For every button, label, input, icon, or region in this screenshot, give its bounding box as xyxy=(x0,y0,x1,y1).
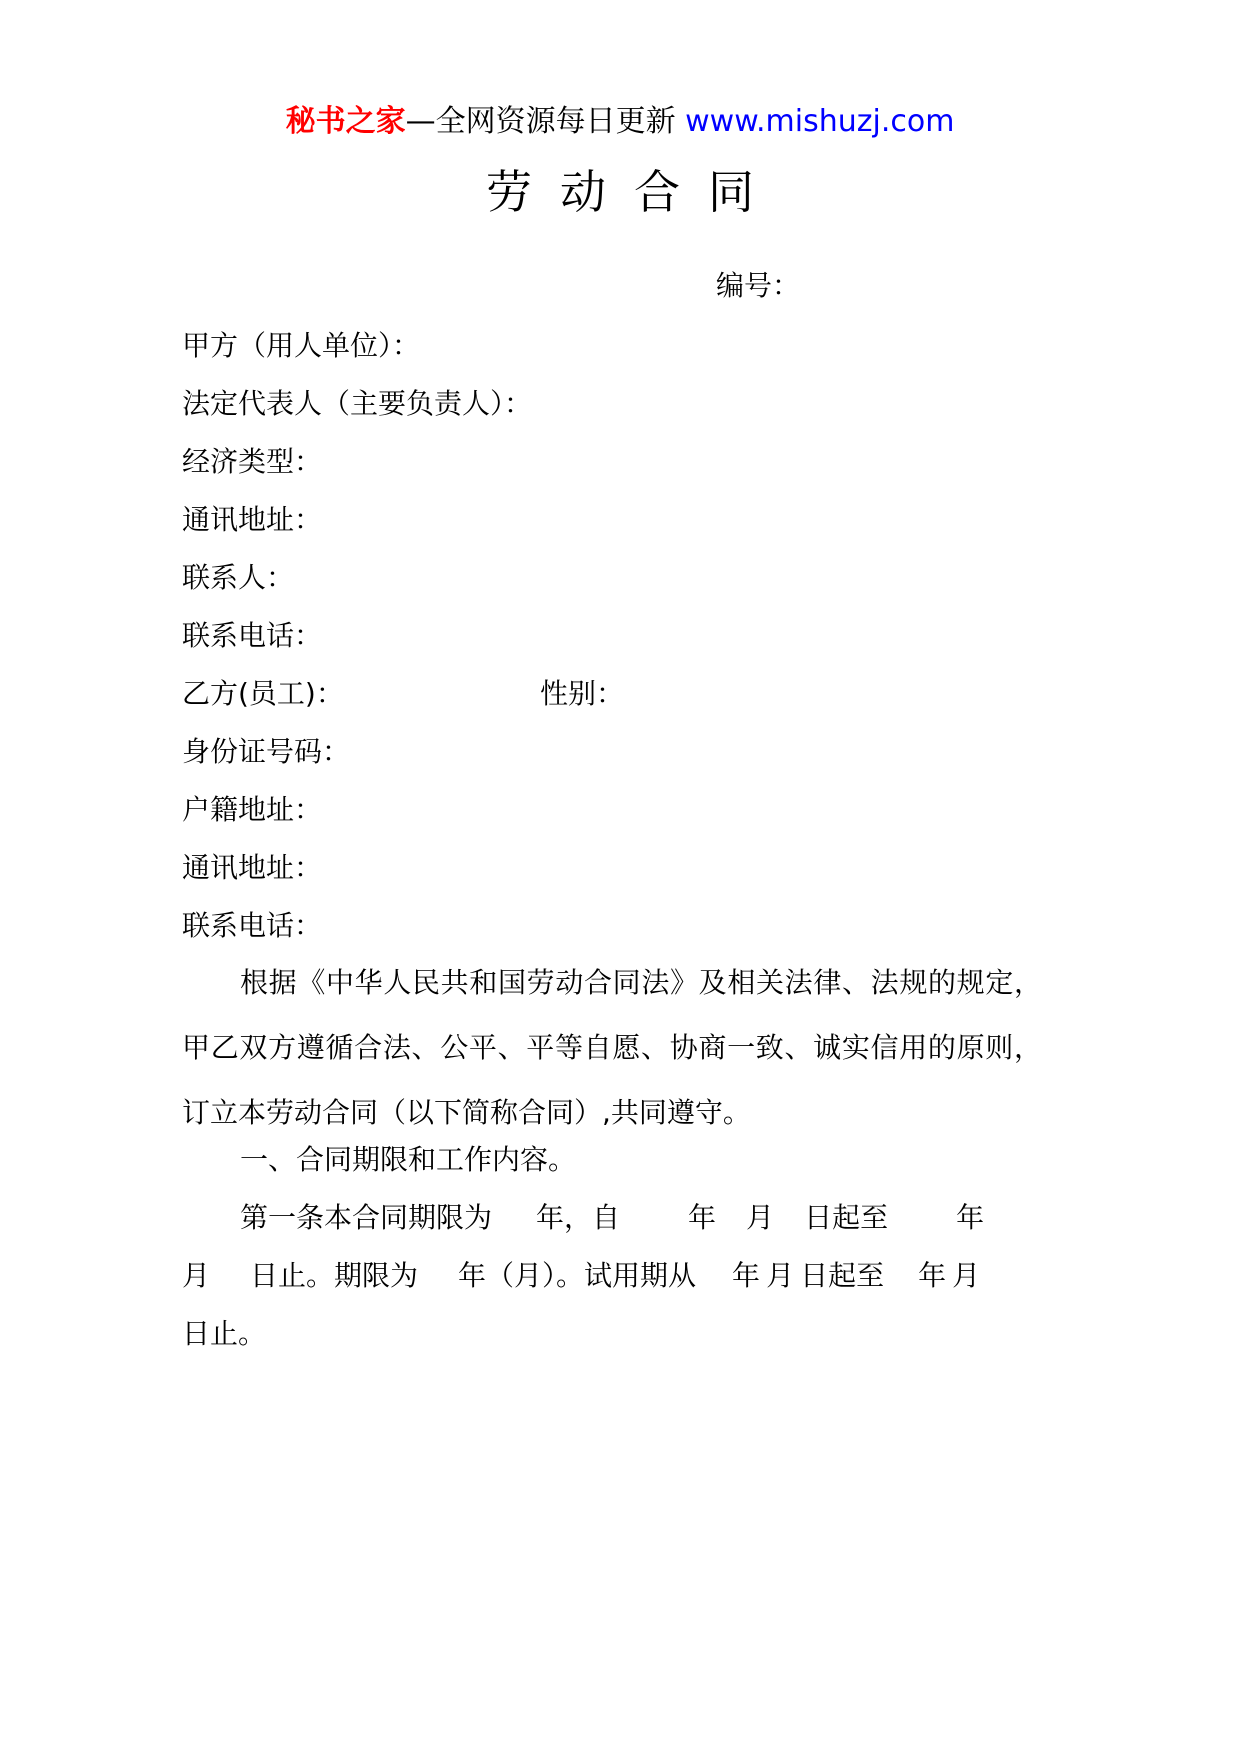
article-1-line-2 xyxy=(182,1256,980,1296)
party-b-id-label: 身份证号码： xyxy=(182,735,351,768)
article-1-text: 第一条本合同期限为 xyxy=(240,1201,493,1234)
party-a-phone-label: 联系电话： xyxy=(182,619,323,652)
party-b-phone-label: 联系电话： xyxy=(182,909,323,942)
article-1-text: 年 xyxy=(956,1201,985,1234)
party-b-name-label: 乙方(员工)： xyxy=(182,677,344,710)
section-1-heading: 一、合同期限和工作内容。 xyxy=(240,1143,577,1176)
serial-number-label: 编号： xyxy=(716,269,801,302)
party-a-contact-label: 联系人： xyxy=(182,561,295,594)
article-1-text: 年 xyxy=(688,1201,717,1234)
party-a-unit-label: 甲方（用人单位）： xyxy=(182,329,421,362)
article-1-text: 日起至 xyxy=(804,1201,889,1234)
article-1-line-3: 日止。 xyxy=(182,1317,267,1350)
party-b-gender-label: 性别： xyxy=(540,677,625,710)
article-1-text: 年，自 xyxy=(536,1201,621,1234)
article-1-text: 月 xyxy=(182,1259,211,1292)
article-1-text: 月 xyxy=(746,1201,775,1234)
article-1-text: 日起至 xyxy=(800,1259,885,1292)
article-1-text: 年 xyxy=(918,1259,947,1292)
party-a-type-label: 经济类型： xyxy=(182,445,323,478)
article-1-text: 年（月）。试用期从 xyxy=(458,1259,697,1292)
party-a-address-label: 通讯地址： xyxy=(182,503,323,536)
preamble-paragraph: 根据《中华人民共和国劳动合同法》及相关法律、法规的规定，甲乙双方遵循合法、公平、平等自愿、协商一致、诚实信用的原则，订立本劳动合同（以下简称合同）,共同遵守。 xyxy=(182,966,1042,1129)
article-1-text: 年 xyxy=(732,1259,761,1292)
article-1-text: 日止。期限为 xyxy=(250,1259,419,1292)
brand-name: 秘书之家 xyxy=(285,104,406,139)
party-a-rep-label: 法定代表人（主要负责人）： xyxy=(182,387,533,420)
header-banner xyxy=(0,100,1240,144)
website-link[interactable]: www.mishuzj.com xyxy=(685,104,955,139)
article-1-text: 月 xyxy=(766,1259,795,1292)
article-1-line-1 xyxy=(240,1198,984,1238)
article-1-text: 月 xyxy=(952,1259,981,1292)
document-title: 劳动合同 xyxy=(486,165,782,219)
party-b-address-label: 通讯地址： xyxy=(182,851,323,884)
party-b-household-label: 户籍地址： xyxy=(182,793,323,826)
banner-tagline: —全网资源每日更新 xyxy=(405,104,676,139)
